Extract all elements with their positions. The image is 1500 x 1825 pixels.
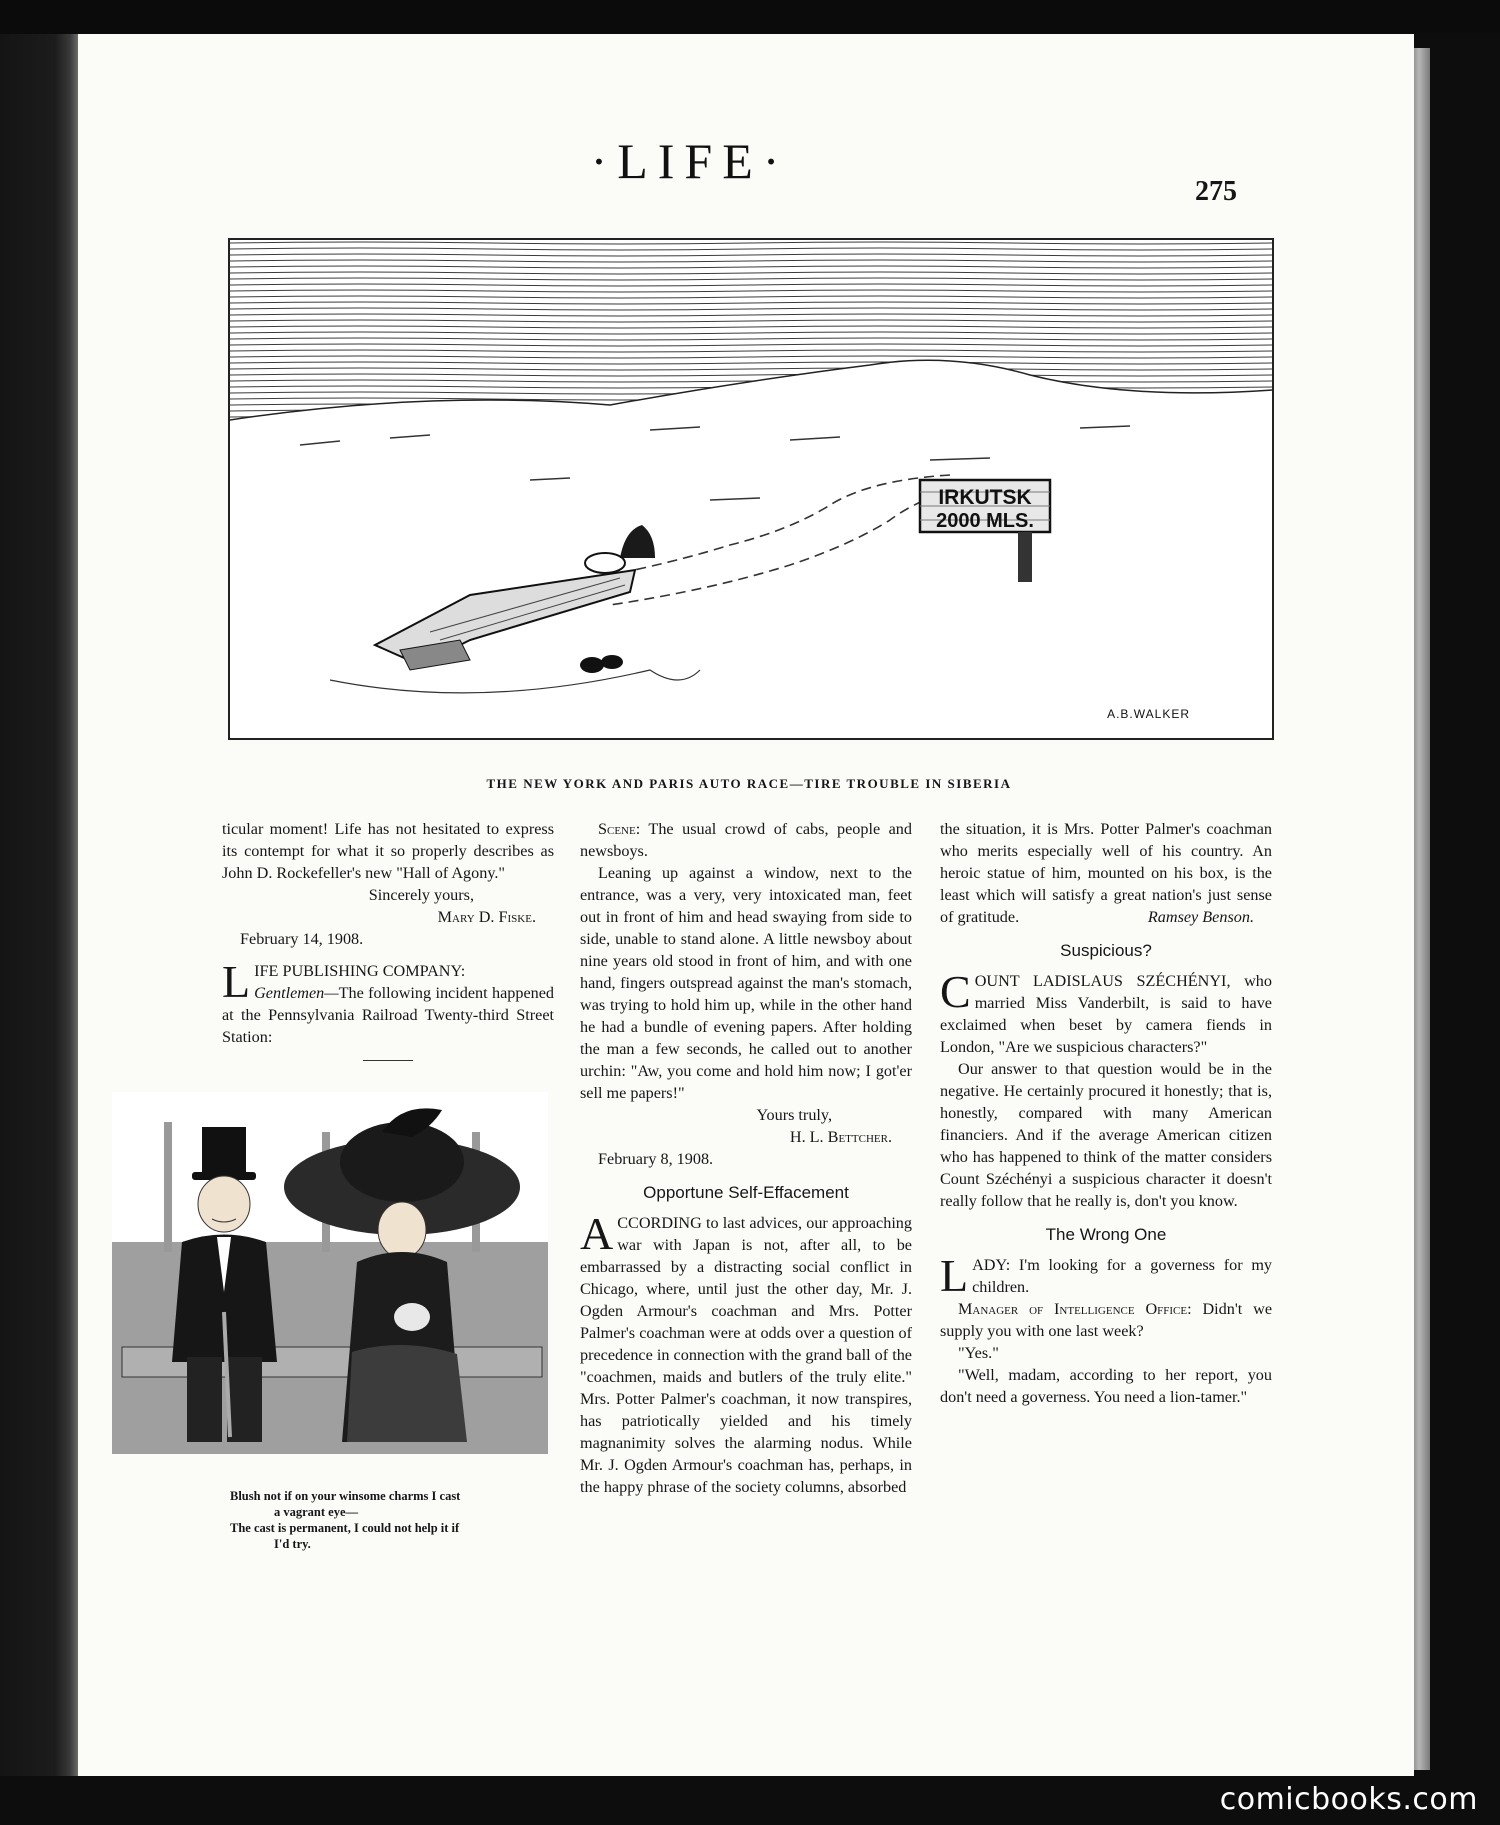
col1-letter bbox=[222, 956, 554, 1048]
col1-paragraph: ticular moment! Life has not hesitated to express its contempt for what it so properly describes as John D. Rockefeller's new "Hall of Agony." bbox=[222, 820, 554, 882]
wrong-one-body: ADY: I'm looking for a governess for my children. bbox=[972, 1256, 1272, 1296]
masthead: ·LIFE· bbox=[590, 133, 790, 189]
col2-closing: Yours truly, bbox=[756, 1106, 832, 1124]
drop-cap-c: C bbox=[940, 966, 971, 1017]
artist-signature: A.B.WALKER bbox=[1107, 707, 1190, 721]
cartoon-caption-line3: The cast is permanent, I could not help it if bbox=[230, 1521, 460, 1535]
suspicious-para2: Our answer to that question would be in the negative. He certainly procured it honestly; that is, honestly, compared with many American financiers. And if the average American citizen who has happened to think of the matter considers Count Széchényi a suspicious character it doesn't really follow that he really is, don't you know. bbox=[940, 1060, 1272, 1210]
manager-question: Didn't we supply you with one last week? bbox=[940, 1300, 1273, 1340]
book-spine bbox=[0, 34, 78, 1776]
drop-cap-l: L bbox=[222, 956, 251, 1007]
col2-date: February 8, 1908. bbox=[598, 1150, 714, 1168]
cartoon-couple bbox=[112, 1092, 548, 1454]
heading-wrong-one: The Wrong One bbox=[1045, 1225, 1167, 1244]
manager-speaker: Manager of Intelligence Office: bbox=[958, 1300, 1192, 1318]
suspicious-para1 bbox=[940, 966, 1272, 1058]
col1-date: February 14, 1908. bbox=[240, 930, 364, 948]
divider-rule bbox=[363, 1060, 413, 1061]
suspicious-body: OUNT LADISLAUS SZÉCHÉNYI, who married Miss Vanderbilt, is said to have exclaimed when beset by camera fiends in London, "Are we suspicious characters?" bbox=[940, 972, 1272, 1056]
column-1 bbox=[222, 818, 554, 1061]
letter-salutation: Gentlemen— bbox=[254, 984, 339, 1002]
wrong-one-para2 bbox=[940, 1298, 1272, 1342]
scene-label: Scene: bbox=[598, 820, 641, 838]
illustration-caption: THE NEW YORK AND PARIS AUTO RACE—TIRE TROUBLE IN SIBERIA bbox=[486, 776, 1012, 791]
wrong-one-end: "Well, madam, according to her report, you don't need a governess. You need a lion-tamer." bbox=[940, 1366, 1272, 1406]
heading-opportune: Opportune Self-Effacement bbox=[643, 1183, 849, 1202]
letter-body: The following incident happened at the Pennsylvania Railroad Twenty-third Street Station: bbox=[222, 984, 554, 1046]
cartoon-caption-line2: a vagrant eye— bbox=[274, 1505, 359, 1519]
letter-addressee: IFE PUBLISHING COMPANY: bbox=[254, 962, 466, 980]
site-watermark: comicbooks.com bbox=[1219, 1782, 1478, 1817]
col2-article bbox=[580, 1208, 912, 1498]
drop-cap-l2: L bbox=[940, 1250, 969, 1301]
col3-author: Ramsey Benson. bbox=[1147, 908, 1254, 926]
cartoon-caption bbox=[230, 1488, 540, 1552]
scene-text: The usual crowd of cabs, people and newsboys. bbox=[580, 820, 912, 860]
drop-cap-a: A bbox=[580, 1208, 614, 1259]
cartoon-drawing bbox=[112, 1092, 548, 1454]
col1-signer: Mary D. Fiske. bbox=[437, 908, 536, 926]
col3-paragraph bbox=[940, 818, 1272, 928]
col2-signer: H. L. Bettcher. bbox=[789, 1128, 892, 1146]
scan-border-top bbox=[0, 0, 1500, 34]
column-3 bbox=[940, 818, 1272, 1408]
cartoon-caption-line4: I'd try. bbox=[274, 1537, 311, 1551]
col3-text: the situation, it is Mrs. Potter Palmer's coachman who merits especially well of his country. An heroic statue of him, mounted on his box, is the least which will satisfy a great nation's just sense of gratitude. bbox=[940, 820, 1272, 926]
page-number: 275 bbox=[1195, 176, 1237, 207]
sign-line2: 2000 MLS. bbox=[936, 510, 1034, 532]
column-2 bbox=[580, 818, 912, 1498]
wrong-one-para1 bbox=[940, 1250, 1272, 1301]
illustration-drawing bbox=[230, 240, 1272, 738]
illustration-siberia bbox=[228, 238, 1274, 740]
wrong-one-yes: "Yes." bbox=[958, 1344, 999, 1362]
col1-closing: Sincerely yours, bbox=[368, 886, 474, 904]
article-body: CCORDING to last advices, our approaching war with Japan is not, after all, to be embarrassed by a distracting social conflict in Chicago, where, until just the other day, Mr. J. Ogden Armour's coachman and Mrs. Potter Palmer's coachman were at odds over a question of precedence in connection with the grand ball of the "coachmen, maids and butlers of the truly elite." Mrs. Potter Palmer's coachman, it now transpires, has patriotically yielded and his timely magnanimity solves the alarming nodus. While Mr. J. Ogden Armour's coachman has, perhaps, in the happy phrase of the society columns, absorbed bbox=[580, 1214, 912, 1496]
col2-story: Leaning up against a window, next to the entrance, was a very, very intoxicated man, feet out in front of him and head swaying from side to side, unable to stand alone. A little newsboy about nine years old stood in front of him, and with one hand, fingers outspread against the man's stomach, was trying to hold him up, while in the other hand he had a bundle of evening papers. After holding the man a few seconds, he called out to another urchin: "Aw, you come and hold him now; I got'er sell me papers!" bbox=[580, 864, 912, 1102]
heading-suspicious: Suspicious? bbox=[1060, 941, 1152, 960]
col2-scene bbox=[580, 818, 912, 862]
page-edge bbox=[1412, 48, 1430, 1770]
sign-line1: IRKUTSK bbox=[938, 486, 1032, 509]
cartoon-caption-line1: Blush not if on your winsome charms I cast bbox=[230, 1489, 461, 1503]
